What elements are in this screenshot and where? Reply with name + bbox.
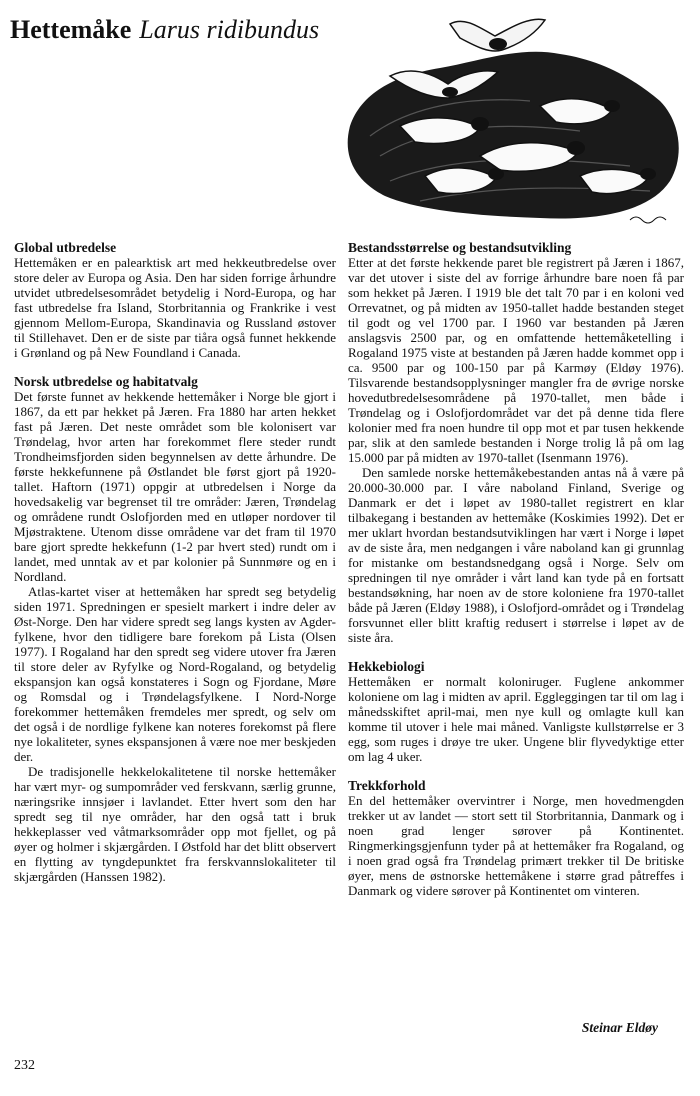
section-paragraph: Hettemåken er normalt koloniruger. Fuglene ankommer koloniene om lag i midten av april. Eggleggingen tar til om lag i månedsskiftet april-mai, men nye kull og omlagte kull kan komme til utover i hele mai måned. Vanligste kullstørrelse er 3 egg, som ruges i drøye tre uker. Ungene blir flyvedyktige etter om lag 4 uker. [348, 674, 684, 764]
section-paragraph: Atlas-kartet viser at hettemåken har spredt seg betydelig siden 1971. Spredningen er spesielt markert i indre deler av Øst-Norge. Den har videre spredt seg langs kysten av Agder-fylkene, hvor den tidligere bare forekom på Lista (Olsen 1977). I Rogaland har den spredt seg videre utover fra Jæren til store deler av Ryfylke og Nord-Rogaland, og betydelig ekspansjon kan også konstateres i Sogn og Fjordane, Møre og Romsdal og i Trøndelagsfylkene. I Nord-Norge forekommer hettemåken fremdeles mer spredt, og selv om det også i de nordlige fylkene kan noteres forekomst på flere nye lokaliteter, synes ekspansjonen å være noe mer beskjeden der. [14, 584, 336, 764]
page-title [10, 14, 319, 46]
right-column [348, 240, 684, 912]
section-population [348, 240, 684, 645]
section-paragraph: Den samlede norske hettemåkebestanden antas nå å være på 20.000-30.000 par. I våre naboland Finland, Sverige og Danmark er det i løpet av 1980-tallet registrert en klar tilbakegang i bestanden av hettemåke (Koskimies 1992). Det er mer uklart hvordan bestandsutviklingen har vært i Norge i løpet av de siste åra, men nedgangen i våre naboland kan gi grunnlag for mistanke om bestandsnedgang også i Norge. Selv om spredningen til nye områder i vårt land kan tyde på en fortsatt bestandsøkning, har noen av de store koloniene fra 1970-tallet både på Jæren (Eldøy 1988), i Oslofjord-området og i Trøndelag forsvunnet eller blitt kraftig redusert i størrelse i løpet av de siste åra. [348, 465, 684, 645]
section-paragraph: De tradisjonelle hekkelokalitetene til norske hettemåker har vært myr- og sumpområder ved ferskvann, særlig grunne, næringsrike innsjøer i lavlandet. Etter hvert som den har spredt seg til nye områder, har den også tatt i bruk hekkeplasser ved våtmarksområder opp mot fjellet, og på øyer og holmer i skjærgården. I Østfold har det blitt observert en flytting av tyngdepunktet fra ferskvannslokaliteter til skjærgården (Hanssen 1982). [14, 764, 336, 884]
black-headed-gull-illustration [330, 6, 692, 234]
section-global-distribution [14, 240, 336, 360]
section-paragraph: Etter at det første hekkende paret ble registrert på Jæren i 1867, var det utover i siste del av forrige århundre bare noen få par som hekket på Jæren. I 1919 ble det talt 70 par i en koloni ved Orrevatnet, og på midten av 1950-tallet hadde bestanden steget til godt og vel 1700 par. I 1960 var bestanden på Jæren anslagsvis 2500 par, og en omfattende hettemåketelling i Rogaland 1975 viste at bestanden på Jæren hadde kommet opp i ca. 9500 par og 100-150 par på Karmøy (Eldøy 1976). Tilsvarende bestandsopplysninger mangler fra de øvrige norske hovedutbredelsesområdene på 1970-tallet, men både i Trøndelag og i Oslofjordområdet var det på denne tida flere kolonier med fra noen hundre til opp mot et par tusen hekkende par, slik at den samlede bestanden i Norge trolig lå på om lag 15.000 par på midten av 1970-tallet (Isenmann 1976). [348, 255, 684, 465]
section-heading: Norsk utbredelse og habitatvalg [14, 374, 198, 389]
section-heading: Global utbredelse [14, 240, 117, 255]
section-heading: Bestandsstørrelse og bestandsutvikling [348, 240, 572, 255]
left-column [14, 240, 336, 898]
species-latin-name: Larus ridibundus [139, 15, 320, 44]
section-breeding-biology [348, 659, 684, 764]
page-number: 232 [14, 1058, 35, 1073]
section-migration [348, 778, 684, 898]
section-norwegian-distribution [14, 374, 336, 884]
section-paragraph: Hettemåken er en palearktisk art med hekkeutbredelse over store deler av Europa og Asia. Den har siden forrige århundre utvidet utbredelsesområdet betydelig i Nord-Europa, og har fast utbredelse fra Island, Storbritannia og Frankrike i vest gjennom Mellom-Europa, Skandinavia og Russland østover til Stillehavet. Den er de siste par tiåra også funnet hekkende i Grønland og på New Foundland i Canada. [14, 255, 336, 360]
section-heading: Trekkforhold [348, 778, 426, 793]
author-signature: Steinar Eldøy [581, 1020, 658, 1035]
section-paragraph: Det første funnet av hekkende hettemåker i Norge ble gjort i 1867, da ett par hekket på Jæren. Fra 1880 har arten hekket fast på Jæren. Det neste området som ble kolonisert var Trøndelag, hvor arten har forekommet flere steder rundt Trondheimsfjorden siden begynnelsen av dette århundre. De første hekkefunnene på Østlandet ble først gjort på 1920-tallet. Haftorn (1971) oppgir at utbredelsen i Norge da hovedsakelig var begrenset til tre områder: Jæren, Trøndelag og områdene rundt Oslofjorden med en utløper nordover til Mjøstraktene. Utenom disse områdene var det fram til 1970 bare gjort spredte hekkefunn (1-2 par hvert sted) rundt om i landet, med unntak av et par kolonier på Sunnmøre og en i Nordland. [14, 389, 336, 584]
section-heading: Hekkebiologi [348, 659, 425, 674]
species-common-name: Hettemåke [10, 15, 132, 44]
section-paragraph: En del hettemåker overvintrer i Norge, men hovedmengden trekker ut av landet — stort sett til Storbritannia, Danmark og i noen grad lenger sørover på Kontinentet. Ringmerkingsgjenfunn tyder på at hettemåker fra Rogaland, og i noen grad også fra Trøndelag primært trekker til De britiske øyer, mens de østnorske hettemåkene i større grad påtreffes i Danmark og videre sørover på Kontinentet om vinteren. [348, 793, 684, 898]
